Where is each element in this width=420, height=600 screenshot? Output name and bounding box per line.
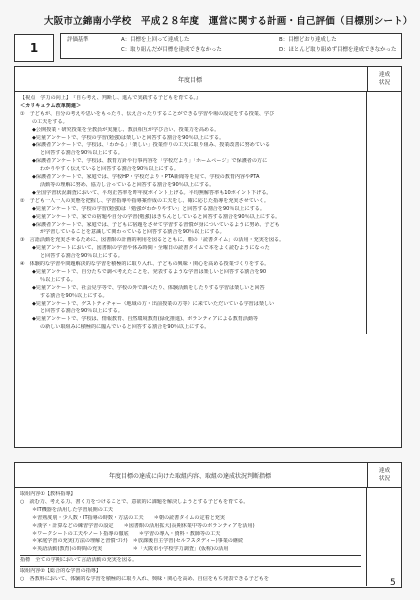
text-line: ② 子ども一人一人の実態を把握し、学習指導や指導案作成の工夫をし、確に応じた指導を充実させていく。 bbox=[20, 197, 269, 204]
page-number: 5 bbox=[390, 578, 396, 588]
actions-lines bbox=[15, 488, 401, 586]
criteria-d: D：ほとんど取り組めず目標を達成できなかった bbox=[279, 47, 397, 53]
criteria-c: C：取り組んだが目標を達成できなかった bbox=[121, 47, 222, 53]
sheet-number: 1 bbox=[14, 34, 54, 62]
annual-goal-section bbox=[14, 66, 402, 448]
annual-goal-body bbox=[15, 92, 401, 334]
text-line: ＜カリキュラム改革関連＞ bbox=[20, 102, 82, 109]
text-line: ＊IT機器を活用した学習展開の工夫 bbox=[32, 506, 114, 513]
actions-status-line1: 達成 bbox=[378, 468, 391, 474]
text-line: ③ 言語活動を充実させるために、図書館の計画的利用を図るとともに、朝の「読書タイム」の活用・充実を図る。 bbox=[20, 237, 285, 244]
text-line: ◆保護者アンケートで、学校は、教育方針や行事内容を「学校だより」「ホームページ」で保護者の方に bbox=[32, 158, 268, 165]
text-line: わかりやすく伝えていると回答する割合を90％以上にする。 bbox=[40, 166, 179, 173]
actions-section bbox=[14, 462, 402, 588]
text-line: と回答する割合を90％以上にする。 bbox=[40, 253, 123, 260]
text-line: ◆全国学習状況調査において、平均正答率を昨年度ポイント上げる。平均無解答率も10ポイント下げる。 bbox=[32, 189, 272, 196]
text-line: ＊習熟度別・少人数・IT指導の時数・方法の工夫 ＊朝の読書タイムの定着と充実 bbox=[32, 514, 225, 521]
text-line: ◆児童アンケートにおいて、図書館の学習や休み時間・全曜日の読書タイムで本をよく読むようになった bbox=[32, 245, 270, 252]
row-divider bbox=[20, 566, 361, 567]
annual-goal-header bbox=[15, 67, 401, 92]
text-line: ○ 各教科において、体験的な学習を積極的に取り入れ、興味・関心を高め、自信をもち発表できる子どもを bbox=[20, 576, 269, 583]
text-line: ◆児童アンケートで、家での宿題や自分の学習(勉強)はきちんとしていると回答する割合を90％以上にする。 bbox=[32, 213, 281, 220]
actions-status-header bbox=[367, 463, 401, 487]
actions-body bbox=[15, 488, 401, 586]
text-line: ◆公開授業・研究授業を全教員が実施し、教員相互が学び合い、授業力を高める。 bbox=[32, 126, 220, 133]
text-line: ○ 読む力、考える力、書く力をつけることで、意欲的に課題を解決しようとする子どもを育てる。 bbox=[20, 498, 249, 505]
text-line: 指標 全ての学期において言語活動の充実を図る。 bbox=[20, 557, 138, 564]
text-line: ① 子どもが、自分の考えや思いをもったり、伝え合ったりすることができる学習や場の設定をする授業、学び bbox=[20, 110, 275, 117]
text-line: が学習していることを意識して関わっていると回答する割合を90％以上にする。 bbox=[40, 229, 225, 236]
text-line: ◆児童アンケートで、学校の学習(勉強)は「勉強がわかりやすい」と回答する割合を90％以上にする。 bbox=[32, 205, 265, 212]
text-line: ◆児童アンケートで、社会見学等で、学校の外で調べたり、体験活動をしたりする学習は楽しいと回答 bbox=[32, 284, 265, 291]
text-line: する割合を90％以上にする。 bbox=[40, 292, 108, 299]
text-line: ＊家庭学習の充実(方法の理解と習慣づけ) ＊放課後自主学習(セルフスタディー)事業の継続 bbox=[32, 538, 244, 545]
actions-header bbox=[15, 463, 401, 488]
text-line: と回答する割合を90％以上にする。 bbox=[40, 150, 123, 157]
criteria-b: B：目標どおり達成した bbox=[279, 37, 337, 43]
text-line: 取組内容②【総合的な学習の指導】 bbox=[20, 568, 101, 575]
text-line: ④ 体験的な学習や問題解決的な学習を積極的に取り入れ、子どもの興味・関心を高める授業づくりをする。 bbox=[20, 261, 270, 268]
annual-goal-lines bbox=[15, 92, 401, 334]
criteria-a: A：目標を上回って達成した bbox=[121, 37, 190, 43]
actions-status-line2: 状況 bbox=[378, 476, 391, 482]
text-line: ◆児童アンケートで、自分たちで調べ考えたことを、発表するような学習は楽しいと回答する割合を90 bbox=[32, 268, 267, 275]
text-line: ◆児童アンケートで、学校の学習(勉強)は楽しいと回答する割合を90％以上にする。 bbox=[32, 134, 225, 141]
text-line: の工夫をする。 bbox=[32, 118, 68, 125]
text-line: 【視点 学力の向上】 『自ら考え、判断し、進んで実践する子どもを育てる。』 bbox=[20, 95, 202, 101]
evaluation-criteria bbox=[60, 33, 402, 59]
text-line: ◆児童アンケートで、学校は、情報教育、自然環境教育(緑化推進)、ボランティアによる教育活動等 bbox=[32, 316, 259, 323]
text-line: ◆保護者アンケートで、家庭では、学校HP・学校だより・PTA新聞等を見て、学校の教育内容やPTA bbox=[32, 174, 260, 181]
text-line: と回答する割合を90％以上にする。 bbox=[40, 308, 123, 315]
text-line: ◆保護者アンケートで、学校は、「わかる」「楽しい」授業作りの工夫に取り組み、授業改善に努めている bbox=[32, 142, 271, 149]
text-line: 活動等の理解に努め、協力し合っていると回答する割合を90％以上にする。 bbox=[40, 181, 215, 188]
status-header-line1: 達成 bbox=[378, 72, 391, 78]
achievement-status-header bbox=[367, 67, 401, 91]
page-title: 大阪市立錦南小学校 平成２８年度 運営に関する計画・自己評価（目標別シート） bbox=[44, 16, 413, 27]
text-line: ％以上にする。 bbox=[40, 276, 76, 283]
actions-title: 年度目標の達成に向けた取組内容、取組の達成状況判断指標 bbox=[108, 473, 271, 480]
row-divider bbox=[20, 555, 361, 556]
text-line: の新しい取組みに積極的に臨んでいると回答する割合を90％以上にする。 bbox=[40, 324, 210, 331]
status-header-line2: 状況 bbox=[378, 80, 391, 86]
text-line: 取組内容①【教科指導】 bbox=[20, 491, 76, 497]
annual-goal-title: 年度目標 bbox=[177, 77, 202, 84]
text-line: ＊漢字・計算などの練習学習の設定 ＊図書館の活用拡大(長期休業中等のボランティアを活用) bbox=[32, 522, 255, 529]
text-line: ◆児童アンケートで、ゲストティチャー（地域の方・出前授業の方等）に来ていただいている学習は楽しい bbox=[32, 300, 275, 307]
text-line: ＊英語活動(教育)の時間の充実 ＊「大阪市小学校学力調査」(仮称)の活用 bbox=[32, 546, 229, 553]
text-line: ◆保護者アンケートで、家庭では、子どもに宿題をさせて学習する習慣が身についているように努め、子ども bbox=[32, 221, 280, 228]
criteria-label: 評価基準 bbox=[67, 37, 89, 43]
text-line: ＊ワークシートの工夫やノート指導の徹底 ＊学習の導入・資料・教師等の工夫 bbox=[32, 530, 221, 537]
